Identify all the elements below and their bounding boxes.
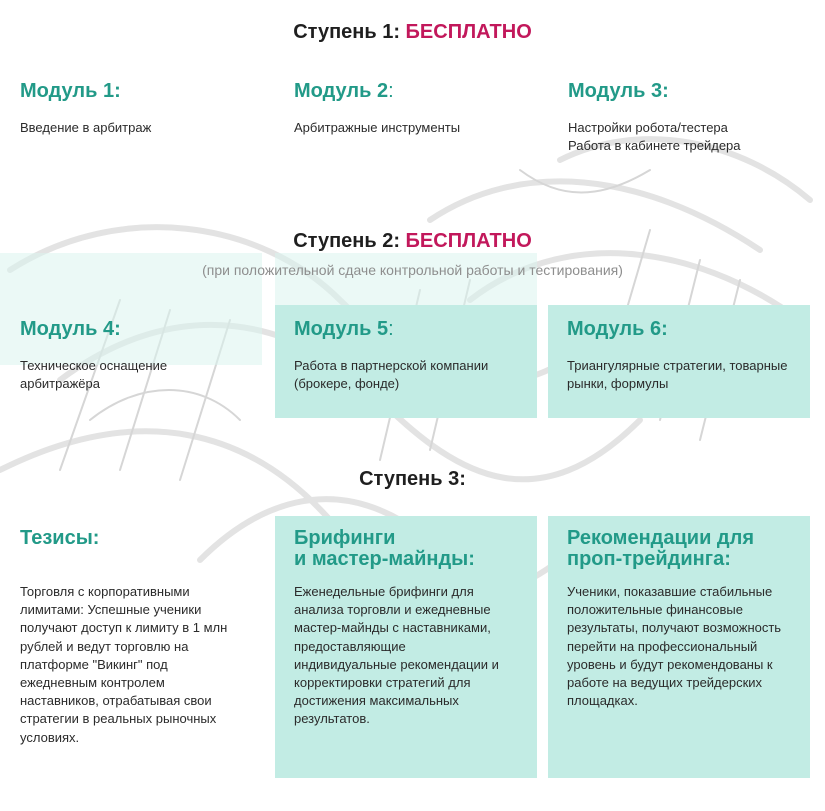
stage2-note-backdrop (275, 253, 537, 305)
prop-trading-title: Рекомендации для проп-трейдинга: (567, 527, 754, 570)
stage2-free-label: БЕСПЛАТНО (405, 230, 532, 252)
module-5-description: Работа в партнерской компании (брокере, фонде) (294, 358, 489, 391)
module-4-title: Модуль 4: (20, 318, 121, 340)
module-6-description: Триангулярные стратегии, товарные рынки, формулы (567, 358, 788, 391)
module-5-title: Модуль 5: (294, 318, 394, 340)
module-2-description: Арбитражные инструменты (294, 120, 461, 135)
briefings-description: Еженедельные брифинги для анализа торговли и ежедневные мастер-майнды с наставниками, предоставляющие индивидуальные рекомендации и корректировки стратегий для достижения максимальных результатов. (294, 584, 499, 727)
stage3-title: Ступень 3: (359, 468, 466, 490)
stage2-heading (0, 230, 825, 253)
module-3-title: Модуль 3: (568, 80, 669, 102)
module-4-description: Техническое оснащение арбитражёра (20, 358, 168, 391)
briefings-title: Брифинги и мастер-майнды: (294, 527, 475, 570)
stage1-title: Ступень 1: (293, 21, 400, 43)
theses-title: Тезисы: (20, 527, 100, 549)
module-1-title: Модуль 1: (20, 80, 121, 102)
stage3-heading (0, 468, 825, 491)
module-1-description: Введение в арбитраж (20, 120, 152, 135)
stage2-title: Ступень 2: (293, 230, 400, 252)
theses-description: Торговля с корпоративными лимитами: Успешные ученики получают доступ к лимиту в 1 млн рублей и ведут торговлю на платформе "Викинг" под ежедневным контролем наставников, отрабатывая свои стратегии в реальных рыночных условиях. (20, 584, 228, 745)
module-2-title: Модуль 2: (294, 80, 394, 102)
stage1-free-label: БЕСПЛАТНО (405, 21, 532, 43)
module-3-description: Настройки робота/тестера Работа в кабинете трейдера (568, 120, 741, 153)
stage1-heading (0, 21, 825, 44)
prop-trading-description: Ученики, показавшие стабильные положительные финансовые результаты, получают возможность перейти на профессиональный уровень и будут рекомендованы к работе на ведущих трейдерских площадках. (567, 584, 782, 709)
module-6-title: Модуль 6: (567, 318, 668, 340)
stage2-note: (при положительной сдаче контрольной работы и тестирования) (202, 262, 623, 278)
